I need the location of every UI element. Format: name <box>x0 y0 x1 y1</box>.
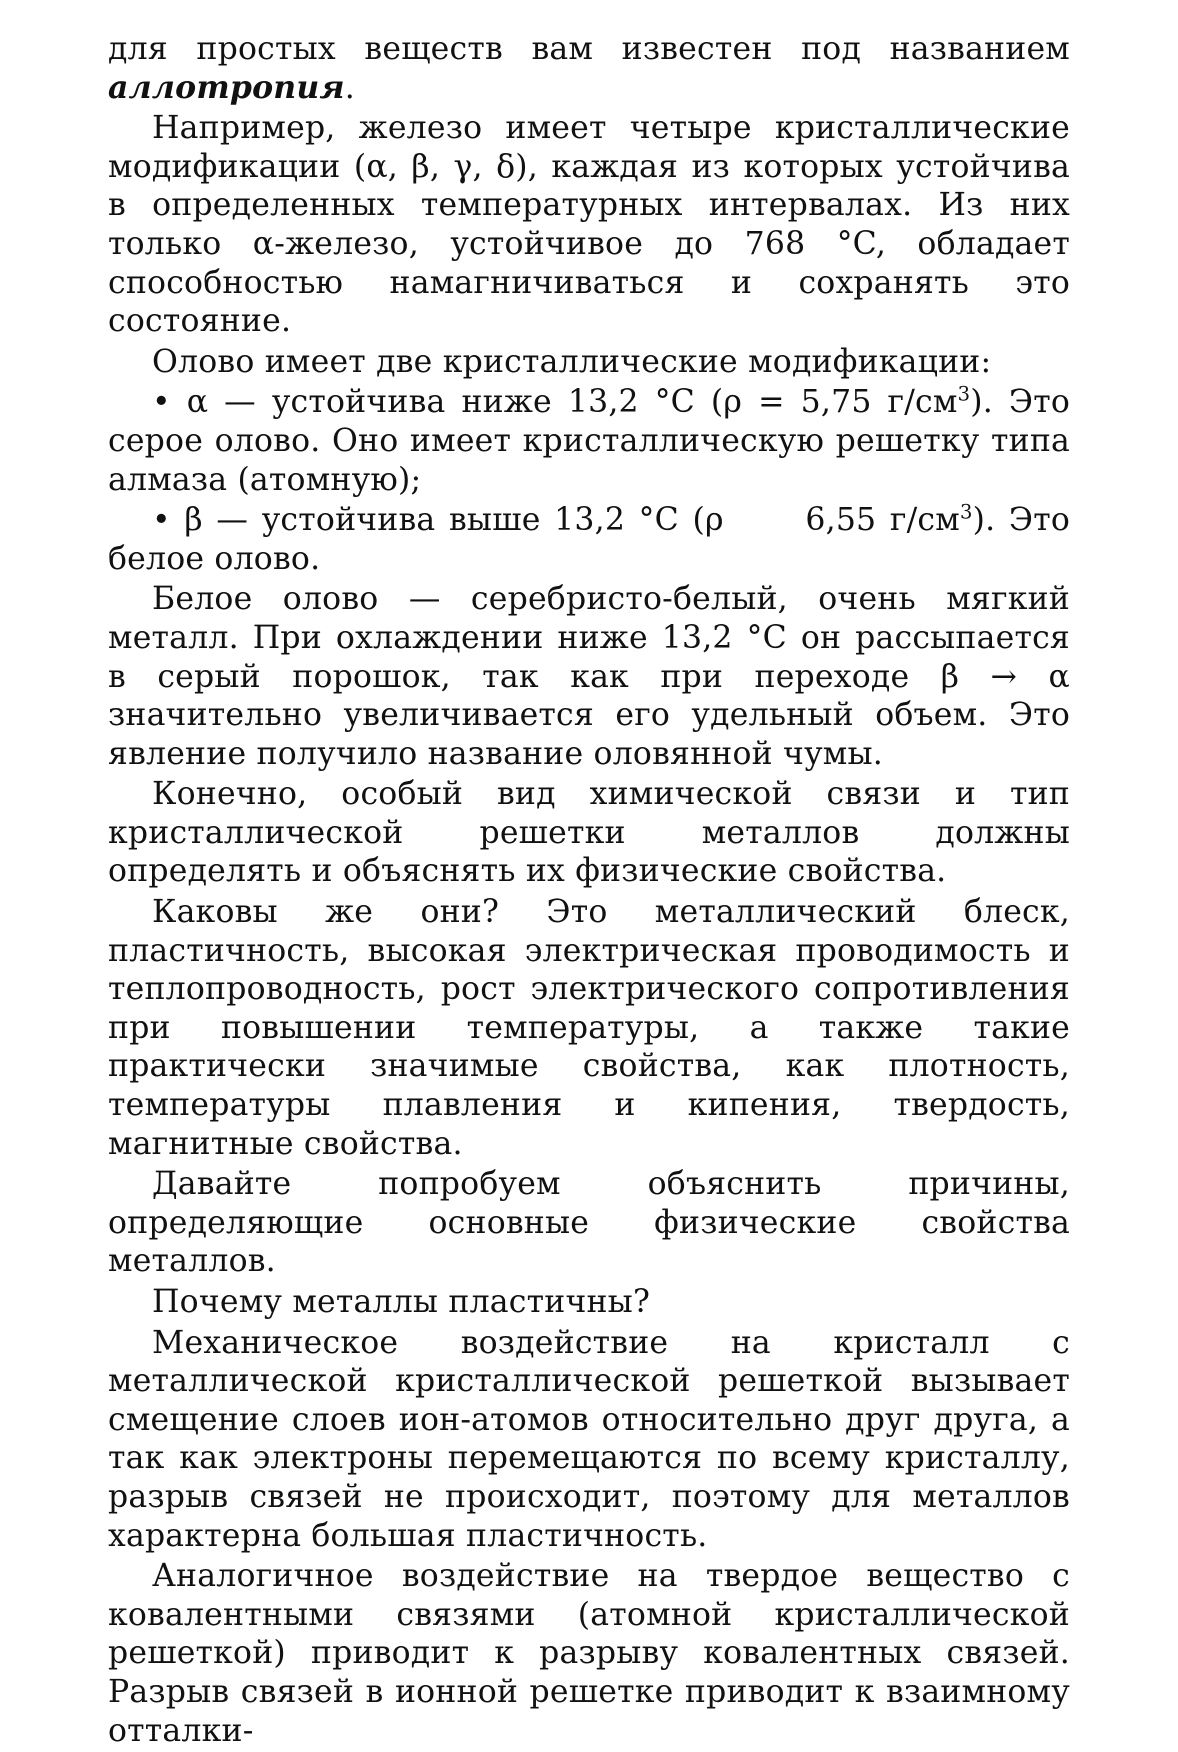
paragraph-text: для простых веществ вам известен под названием <box>108 31 1070 67</box>
paragraph-covalent: Аналогичное воздействие на твердое вещество с ковалентными связями (атомной кристаллической решеткой) приводит к разрыву ковалентных связей. Разрыв связей в ионной решетке приводит к взаимному отталки- <box>108 1558 1070 1749</box>
bullet-text: • α — устойчива ниже 13,2 °C (ρ = 5,75 г/см <box>152 384 958 421</box>
paragraph-explain: Давайте попробуем объяснить причины, определяющие основные физические свойства металлов. <box>108 1166 1070 1280</box>
paragraph-iron-modifications: Например, железо имеет четыре кристаллические модификации (α, β, γ, δ), каждая из которых устойчива в определенных температурных интервалах. Из них только α-железо, устойчивое до 768 °C, обладает способностью намагничиваться и сохранять это состояние. <box>108 110 1070 340</box>
bullet-text-tail: ). Это белое олово. <box>108 502 1070 577</box>
paragraph-tin-intro: Олово имеет две кристаллические модификации: <box>152 343 992 380</box>
paragraph-white-tin: Белое олово — серебристо-белый, очень мягкий металл. При охлаждении ниже 13,2 °C он рассыпается в серый порошок, так как при переходе β → α значительно увеличивается его удельный объем. Это явление получило название оловянной чумы. <box>108 581 1070 772</box>
document-page <box>108 30 1070 1752</box>
paragraph-question: Почему металлы пластичны? <box>152 1284 651 1320</box>
bullet-beta-tin <box>108 501 1070 578</box>
term-allotropy: аллотропия <box>108 68 345 106</box>
paragraph-plasticity: Механическое воздействие на кристалл с металлической кристаллической решеткой вызывает смещение слоев ион-атомов относительно друг друга, а так как электроны перемещаются по всему кристаллу, разрыв связей не происходит, поэтому для металлов характерна большая пластичность. <box>108 1324 1070 1554</box>
superscript: 3 <box>959 500 973 524</box>
bullet-text-tail: ). Это серое олово. Оно имеет кристаллическую решетку типа алмаза (атомную); <box>108 384 1070 498</box>
bullet-alpha-tin <box>108 383 1070 499</box>
paragraph-tail: . <box>344 69 355 106</box>
bullet-text: • β — устойчива выше 13,2 °C (ρ 6,55 г/см <box>152 502 960 539</box>
paragraph-bond-type: Конечно, особый вид химической связи и тип кристаллической решетки металлов должны определять и объяснять их физические свойства. <box>108 776 1070 890</box>
paragraph-continuation <box>108 30 1070 107</box>
superscript: 3 <box>957 382 971 406</box>
paragraph-properties: Каковы же они? Это металлический блеск, пластичность, высокая электрическая проводимость и теплопроводность, рост электрического сопротивления при повышении температуры, а также такие практически значимые свойства, как плотность, температуры плавления и кипения, твердость, магнитные свойства. <box>108 894 1070 1162</box>
